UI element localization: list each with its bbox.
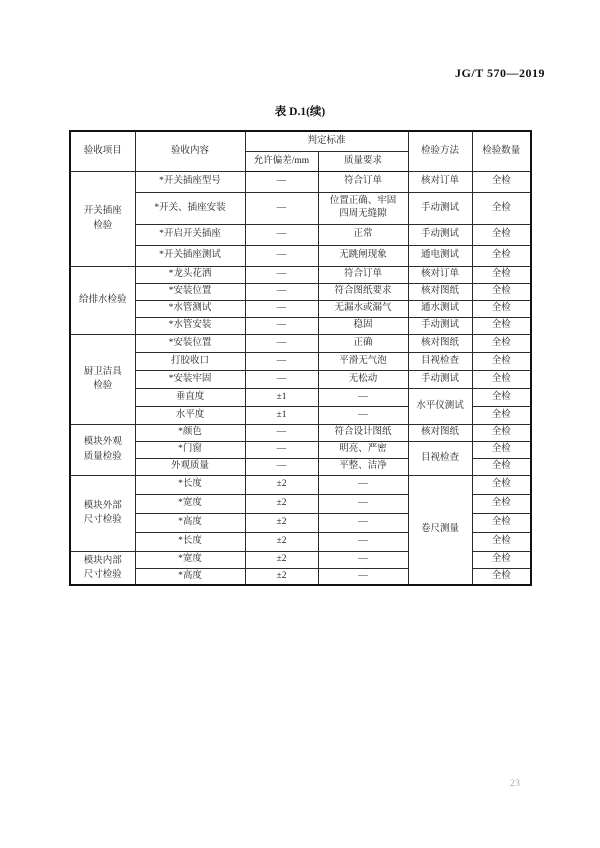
deviation-cell: ±2	[245, 568, 318, 585]
content-cell: *安装牢固	[135, 370, 245, 388]
quality-cell: 符合订单	[318, 171, 408, 192]
group-label: 模块外部	[83, 500, 122, 511]
quality-cell: —	[318, 568, 408, 585]
deviation-cell: —	[245, 317, 318, 334]
quality-cell: —	[318, 513, 408, 532]
group-label: 质量检验	[83, 451, 122, 462]
quantity-cell: 全检	[472, 551, 531, 568]
deviation-cell: ±2	[245, 475, 318, 494]
table-title: 表 D.1(续)	[274, 106, 326, 118]
header-quantity: 检验数量	[472, 131, 531, 171]
page-number: 23	[510, 779, 521, 789]
quality-cell: 无松动	[318, 370, 408, 388]
table-row	[70, 192, 531, 224]
quality-cell: 正确	[318, 334, 408, 352]
content-cell: *长度	[135, 475, 245, 494]
method-cell: 通电测试	[408, 245, 472, 266]
method-cell: 核对订单	[408, 171, 472, 192]
content-cell: *水管安装	[135, 317, 245, 334]
content-cell: *开关、插座安装	[135, 192, 245, 224]
deviation-cell: —	[245, 171, 318, 192]
quality-cell: 符合设计图纸	[318, 424, 408, 441]
content-cell: *宽度	[135, 494, 245, 513]
quality-line: 四周无缝隙	[339, 209, 387, 219]
quantity-cell: 全检	[472, 458, 531, 475]
quantity-cell: 全检	[472, 352, 531, 370]
table-row	[70, 171, 531, 192]
header-item: 验收项目	[70, 131, 135, 171]
quality-cell: —	[318, 551, 408, 568]
quantity-cell: 全检	[472, 266, 531, 283]
quantity-cell: 全检	[472, 245, 531, 266]
deviation-cell: ±1	[245, 406, 318, 424]
quality-cell: —	[318, 532, 408, 551]
standard-code: JG/T 570—2019	[455, 66, 545, 80]
deviation-cell: ±2	[245, 494, 318, 513]
quantity-cell: 全检	[472, 370, 531, 388]
method-cell: 水平仪测试	[408, 388, 472, 424]
quality-cell: —	[318, 388, 408, 406]
content-cell: *高度	[135, 513, 245, 532]
quality-cell	[318, 192, 408, 224]
table-row	[70, 388, 531, 406]
header-standard: 判定标准	[245, 131, 408, 151]
method-cell: 卷尺测量	[408, 475, 472, 585]
method-cell: 核对图纸	[408, 424, 472, 441]
quantity-cell: 全检	[472, 388, 531, 406]
quality-cell: 无跳闸现象	[318, 245, 408, 266]
deviation-cell: ±2	[245, 532, 318, 551]
method-cell: 手动测试	[408, 224, 472, 245]
group-label: 开关插座	[83, 206, 122, 217]
quality-line: 位置正确、牢固	[329, 196, 397, 207]
deviation-cell: —	[245, 300, 318, 317]
deviation-cell: —	[245, 283, 318, 300]
quantity-cell: 全检	[472, 513, 531, 532]
quantity-cell: 全检	[472, 300, 531, 317]
quality-cell: 稳固	[318, 317, 408, 334]
group-label: 模块内部	[83, 555, 122, 566]
quality-cell: 平整、洁净	[318, 458, 408, 475]
content-cell: *安装位置	[135, 283, 245, 300]
deviation-cell: ±2	[245, 513, 318, 532]
quantity-cell: 全检	[472, 424, 531, 441]
group-label: 检验	[93, 381, 113, 391]
method-cell: 手动测试	[408, 370, 472, 388]
group-label: 厨卫洁具	[83, 366, 122, 377]
group-cell	[70, 171, 135, 266]
table-row	[70, 441, 531, 458]
group-label: 尺寸检验	[83, 569, 122, 580]
quantity-cell: 全检	[472, 441, 531, 458]
quality-cell: 明亮、严密	[318, 441, 408, 458]
group-cell	[70, 475, 135, 551]
group-label: 模块外观	[83, 437, 122, 448]
table-row	[70, 224, 531, 245]
table-row	[70, 352, 531, 370]
content-cell: *开关插座测试	[135, 245, 245, 266]
deviation-cell: ±2	[245, 551, 318, 568]
quantity-cell: 全检	[472, 568, 531, 585]
content-cell: 打胶收口	[135, 352, 245, 370]
table-row	[70, 245, 531, 266]
content-cell: 水平度	[135, 406, 245, 424]
deviation-cell: —	[245, 458, 318, 475]
content-cell: 外观质量	[135, 458, 245, 475]
header-method: 检验方法	[408, 131, 472, 171]
quality-cell: 平滑无气泡	[318, 352, 408, 370]
group-label: 尺寸检验	[83, 515, 122, 525]
quantity-cell: 全检	[472, 475, 531, 494]
content-cell: *门窗	[135, 441, 245, 458]
quantity-cell: 全检	[472, 406, 531, 424]
quantity-cell: 全检	[472, 283, 531, 300]
method-cell: 目视检查	[408, 441, 472, 475]
content-cell: *开启开关插座	[135, 224, 245, 245]
table-row	[70, 424, 531, 441]
group-cell	[70, 266, 135, 334]
method-cell: 核对图纸	[408, 283, 472, 300]
method-cell: 核对订单	[408, 266, 472, 283]
deviation-cell: —	[245, 424, 318, 441]
method-cell: 手动测试	[408, 192, 472, 224]
method-cell: 目视检查	[408, 352, 472, 370]
table-row	[70, 475, 531, 494]
method-cell: 通水测试	[408, 300, 472, 317]
table-header-row	[70, 131, 531, 151]
deviation-cell: —	[245, 370, 318, 388]
quantity-cell: 全检	[472, 334, 531, 352]
content-cell: *安装位置	[135, 334, 245, 352]
quantity-cell: 全检	[472, 224, 531, 245]
deviation-cell: —	[245, 192, 318, 224]
table-row	[70, 317, 531, 334]
acceptance-table	[69, 130, 532, 586]
quantity-cell: 全检	[472, 532, 531, 551]
table-row	[70, 334, 531, 352]
content-cell: *宽度	[135, 551, 245, 568]
quality-cell: 无漏水或漏气	[318, 300, 408, 317]
quality-cell: 正常	[318, 224, 408, 245]
content-cell: *开关插座型号	[135, 171, 245, 192]
group-label: 给排水检验	[78, 294, 127, 305]
table-row	[70, 300, 531, 317]
deviation-cell: ±1	[245, 388, 318, 406]
header-quality: 质量要求	[318, 151, 408, 171]
method-cell: 手动测试	[408, 317, 472, 334]
content-cell: *高度	[135, 568, 245, 585]
quality-cell: —	[318, 475, 408, 494]
deviation-cell: —	[245, 334, 318, 352]
quantity-cell: 全检	[472, 494, 531, 513]
deviation-cell: —	[245, 441, 318, 458]
quality-cell: 符合图纸要求	[318, 283, 408, 300]
content-cell: *水管测试	[135, 300, 245, 317]
method-cell: 核对图纸	[408, 334, 472, 352]
deviation-cell: —	[245, 245, 318, 266]
quality-cell: —	[318, 494, 408, 513]
header-content: 验收内容	[135, 131, 245, 171]
group-cell	[70, 334, 135, 424]
table-row	[70, 283, 531, 300]
group-cell	[70, 551, 135, 585]
quantity-cell: 全检	[472, 192, 531, 224]
content-cell: *龙头花洒	[135, 266, 245, 283]
quantity-cell: 全检	[472, 171, 531, 192]
quantity-cell: 全检	[472, 317, 531, 334]
quality-cell: —	[318, 406, 408, 424]
deviation-cell: —	[245, 266, 318, 283]
deviation-cell: —	[245, 224, 318, 245]
content-cell: *长度	[135, 532, 245, 551]
deviation-cell: —	[245, 352, 318, 370]
group-cell	[70, 424, 135, 475]
group-label: 检验	[93, 220, 113, 231]
header-deviation: 允许偏差/mm	[245, 151, 318, 171]
table-row	[70, 370, 531, 388]
content-cell: *颜色	[135, 424, 245, 441]
content-cell: 垂直度	[135, 388, 245, 406]
table-row	[70, 266, 531, 283]
quality-cell: 符合订单	[318, 266, 408, 283]
